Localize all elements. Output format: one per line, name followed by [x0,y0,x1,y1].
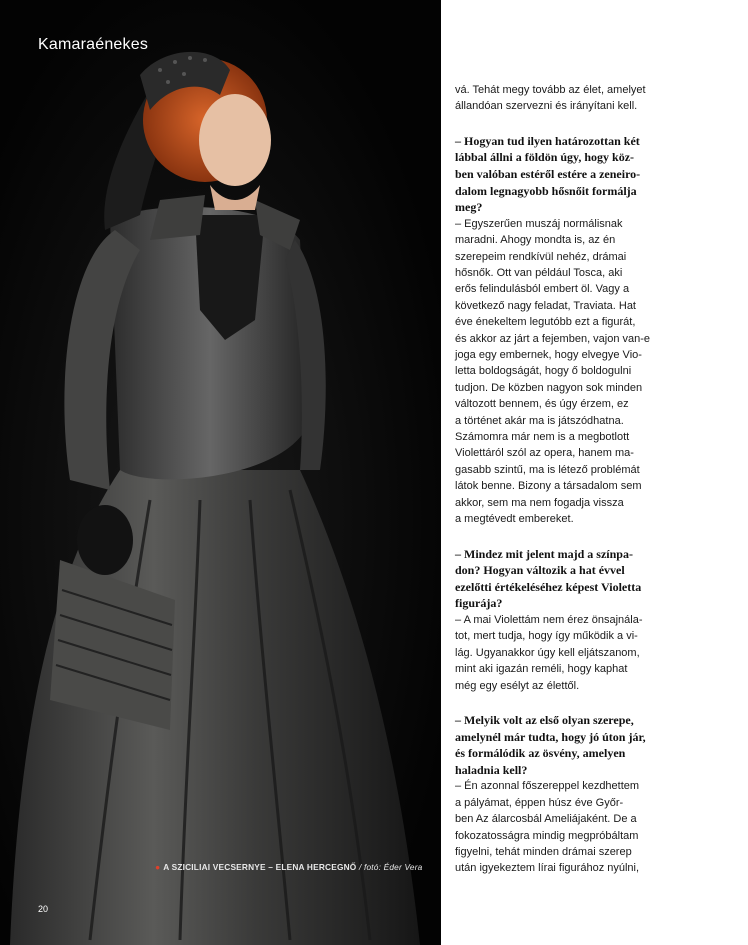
question-line: ben valóban estéről estére a zeneiro- [455,167,641,181]
answer-line: következő nagy feladat, Traviata. Hat [455,299,636,312]
answer-line: Számomra már nem is a megbotlott [455,431,630,444]
answer-line: éve énekeltem legutóbb ezt a figurát, [455,316,636,329]
answer-line: mint aki igazán reméli, hogy kaphat [455,663,628,676]
question-line: lábbal állni a földön úgy, hogy köz- [455,150,635,165]
paragraph-gap [455,694,735,712]
answer-line: – Én azonnal főszereppel kezdhettem [455,780,640,793]
answer-line: hősnők. Ott van például Tosca, aki [455,267,623,279]
answer-line: erős felindulásból embert öl. Vagy a [455,283,630,296]
answer-line: tudjon. De közben nagyon sok minden [455,381,643,394]
answer-line: fokozatosságra mindig megpróbáltam [455,829,639,842]
answer-line: látok benne. Bizony a társadalom sem [455,480,642,493]
section-title: Kamaraénekes [38,36,149,53]
answer-line: lág. Ugyanakkor úgy kell eljátszanom, [455,646,640,659]
question-line: figurája? [455,596,503,611]
answer-line: letta boldogságát, hogy ő boldogulni [455,365,632,378]
answer-line: – A mai Violettám nem érez önsajnála- [455,613,643,626]
paragraph-gap [455,528,735,546]
answer-line: joga egy embernek, hogy elvegye Vio- [455,349,642,362]
answer-line: maradni. Ahogy mondta is, az én [455,234,616,247]
page-number: 20 [38,904,49,914]
question-line: és formálódik az ösvény, amelyen [455,746,626,761]
question-line: haladnia kell? [455,762,528,777]
answer-line: figyelni, tehát minden drámai szerep [455,845,632,858]
answer-line: Violettáról szól az opera, hanem ma- [455,447,634,460]
answer-line: vá. Tehát megy tovább az élet, amelyet [455,84,646,96]
answer-line: még egy esélyt az élettől. [455,679,580,692]
question-line: don? Hogyan változik a hat évvel [455,563,625,578]
answer-line: állandóan szervezni és irányítani kell. [455,100,638,113]
question-line: – Hogyan tud ilyen határozottan két [455,133,640,148]
caption-bullet-icon: ● [155,862,161,872]
answer-line: ben Az álarcosbál Ameliájaként. De a [455,813,637,826]
question-line: – Mindez mit jelent majd a színpa- [455,546,633,561]
article-column [455,82,735,877]
caption-text: A SZICILIAI VECSERNYE – ELENA HERCEGNŐ [163,862,357,872]
answer-line: változott bennem, és úgy érzem, ez [455,398,629,411]
answer-line: és akkor az járt a fejemben, vajon van-e [455,332,651,345]
question-line: amelynél már tudta, hogy jó úton jár, [455,729,646,744]
answer-line: gasabb szintű, ma is létező problémát [455,463,640,476]
answer-line: – Egyszerűen muszáj normálisnak [455,217,623,230]
answer-line: a történet akár ma is játszódhatna. [455,414,624,427]
answer-line: szerepeim rendkívül nehéz, drámai [455,250,627,263]
answer-line: tot, mert tudja, hogy így működik a vi- [455,630,638,643]
photo-credit: / fotó: Éder Vera [358,862,423,872]
answer-line: a megtévedt embereket. [455,513,574,526]
paragraph-gap [455,115,735,133]
question-line: ezelőtti értékeléséhez képest Violetta [455,579,642,594]
answer-line: a pályámat, éppen húsz éve Győr- [455,796,624,809]
question-line: – Melyik volt az első olyan szerepe, [455,712,634,727]
photo-caption [155,862,422,872]
question-line: meg? [455,200,483,215]
question-line: dalom legnagyobb hősnőit formálja [455,183,637,198]
answer-line: után igyekeztem lírai figurához nyúlni, [455,862,640,875]
answer-line: akkor, sem ma nem fogadja vissza [455,496,624,509]
